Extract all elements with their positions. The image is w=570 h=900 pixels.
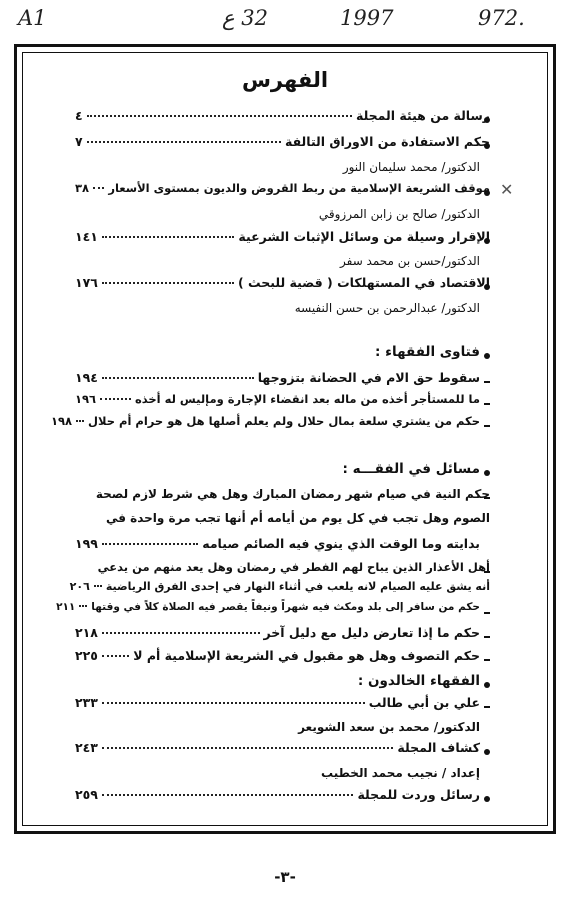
author-line: إعداد / نجيب محمد الخطيب xyxy=(321,766,480,780)
page-number: -٣- xyxy=(274,868,296,886)
entry-text-line: حكم النية في صيام شهر رمضان المبارك وهل هي شرط لازم لصحة xyxy=(95,487,490,501)
toc-entry[interactable]: رسالة من هيئة المجلة ٤ xyxy=(75,108,490,123)
dash-marker xyxy=(484,636,490,638)
toc-entry[interactable]: سقوط حق الام في الحضانة بتزوجها ١٩٤ xyxy=(75,370,480,385)
dash-marker xyxy=(484,403,490,405)
section-heading-fatawa: فتاوى الفقهاء : xyxy=(375,344,480,360)
bullet-icon xyxy=(484,470,490,476)
handwritten-code-a1: A1 xyxy=(18,6,47,30)
author-line: الدكتور/ محمد بن سعد الشويعر xyxy=(298,720,480,734)
toc-entry[interactable]: ما للمستأجر أخذه من ماله بعد انقضاء الإجارة ومإليس له أخذه ١٩٦ xyxy=(75,392,480,406)
toc-entry[interactable]: موقف الشريعة الإسلامية من ربط القروض والديون بمستوى الأسعار ٣٨ xyxy=(75,181,490,195)
toc-entry[interactable]: بدايته وما الوقت الذي ينوي فيه الصائم صيامه ١٩٩ xyxy=(75,536,480,551)
bullet-icon xyxy=(484,796,490,802)
dash-marker xyxy=(484,659,490,661)
toc-entry[interactable]: الاقتصاد في المستهلكات ( قضية للبحث ) ١٧٦ xyxy=(75,275,490,290)
toc-entry[interactable]: أنه يشق عليه الصيام لانه يلعب في أثناء النهار في إحدى الفرق الرياضية ٢٠٦ xyxy=(69,580,490,593)
entry-text-line: الصوم وهل تجب في كل يوم من أيامه أم أنها تجب مرة واحدة في xyxy=(105,511,490,525)
page-title: الفهرس xyxy=(241,68,329,92)
margin-x-mark: ✕ xyxy=(500,180,514,199)
section-heading-fuqaha: الفقهاء الخالدون : xyxy=(357,673,480,689)
toc-entry[interactable]: حكم من سافر إلى بلد ومكث فيه شهراً ونيفاً يقصر فيه الصلاة كلاً في وقتها ٢١١ xyxy=(56,601,480,613)
dash-marker xyxy=(484,425,490,427)
bullet-icon xyxy=(484,749,490,755)
dash-marker xyxy=(484,706,490,708)
toc-entry[interactable]: حكم الاستفادة من الاوراق التالفة ٧ xyxy=(75,134,490,149)
dash-marker xyxy=(484,612,490,614)
bullet-icon xyxy=(484,682,490,688)
toc-entry[interactable]: حكم ما إذا تعارض دليل مع دليل آخر ٢١٨ xyxy=(75,625,480,640)
toc-entry[interactable]: حكم التصوف وهل هو مقبول في الشريعة الإسلامية أم لا ٢٢٥ xyxy=(75,648,480,663)
author-line: الدكتور/ صالح بن زابن المرزوقي xyxy=(318,207,480,221)
toc-entry[interactable]: علي بن أبي طالب ٢٣٣ xyxy=(75,695,480,710)
handwritten-year: 1997 xyxy=(340,6,394,30)
handwritten-issue: 32 ع xyxy=(222,6,268,30)
toc-entry[interactable]: كشاف المجلة ٢٤٣ xyxy=(75,740,480,755)
author-line: الدكتور/ عبدالرحمن بن حسن النفيسه xyxy=(294,301,480,315)
author-line: الدكتور/حسن بن محمد سفر xyxy=(340,254,480,268)
section-heading-masail: مسائل في الفقـــه : xyxy=(342,461,480,477)
handwritten-number: 972. xyxy=(478,6,525,30)
toc-entry[interactable]: حكم من يشتري سلعة بمال حلال ولم يعلم أصلها هل هو حرام أم حلال ١٩٨ xyxy=(50,414,480,428)
author-line: الدكتور/ محمد سليمان النور xyxy=(342,160,480,174)
dash-marker xyxy=(484,381,490,383)
toc-entry[interactable]: رسائل وردت للمجلة ٢٥٩ xyxy=(75,787,480,802)
toc-entry[interactable]: الإقرار وسيلة من وسائل الإثبات الشرعية ١٤١ xyxy=(75,229,490,244)
bullet-icon xyxy=(484,353,490,359)
entry-text-line: أهل الأعذار الذين يباح لهم الفطر في رمضان وهل يعد منهم من يدعي xyxy=(97,560,490,574)
